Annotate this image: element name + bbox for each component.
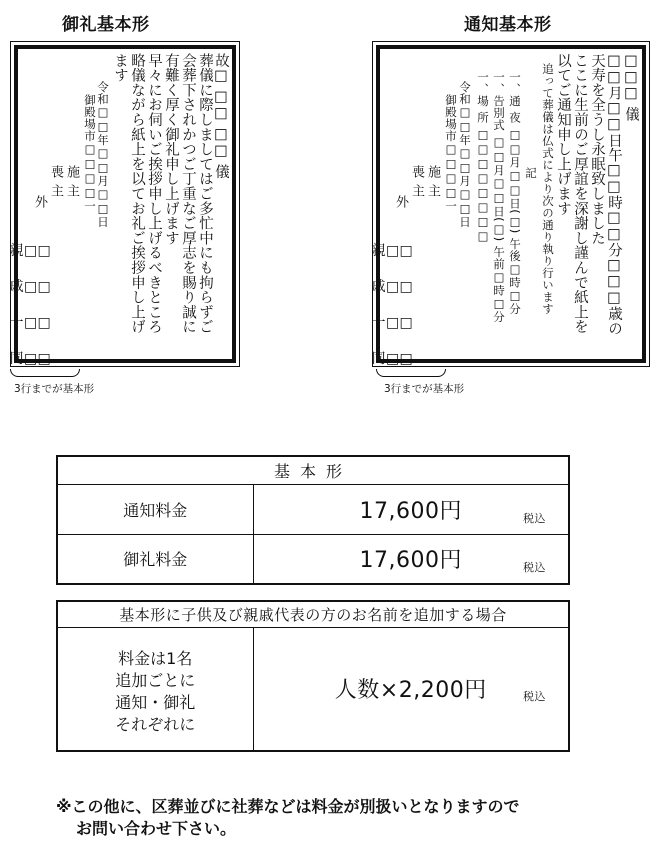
footnote-line-1: ※この他に、区葬並びに社葬などは料金が別扱いとなりますので (56, 797, 520, 816)
orei-address: 御殿場市□□□□一 (83, 94, 97, 212)
orei-title: 御礼基本形 (62, 15, 150, 35)
tsuchi-card (371, 45, 646, 367)
tsuchi-role-2: 喪 主 (409, 165, 424, 199)
orei-line-7: ます (112, 53, 128, 83)
orei-caption-brace (10, 369, 80, 377)
tsuchi-relative-4: 同□□ (371, 351, 413, 367)
extra-table-header: 基本形に子供及び親戚代表の方のお名前を追加する場合 (57, 601, 569, 627)
extra-fee-label-line-4: それぞれに (115, 714, 196, 734)
orei-role-1: 施 主 (64, 165, 79, 199)
tsuchi-item-1: 一、通 夜 □□月□□日(□) 午後□時□分 (508, 71, 522, 315)
extra-fee-label (57, 627, 253, 751)
orei-line-2: 葬儀に際しましてはご多忙中にも拘らずご (197, 53, 213, 335)
tsuchi-line-2: □□月□□日午□□時□□分□□□歳の (606, 53, 622, 336)
tsuchi-line-6: 追って葬儀は仏式により次の通り執り行います (541, 63, 555, 315)
extra-fee-label-line-1: 料金は1名 (118, 648, 193, 668)
tsuchi-ki: 記 (524, 167, 538, 179)
orei-line-4: 有難く厚く御礼申し上げます (163, 53, 179, 246)
orei-line-6: 略儀ながら紙上を以てお礼ご挨拶申し上げ (129, 53, 145, 335)
tsuchi-relatives (372, 233, 413, 377)
thanks-fee-label: 御礼料金 (57, 534, 253, 584)
tsuchi-caption: 3行までが基本形 (384, 383, 465, 395)
extra-fee-label-line-2: 追加ごとに (115, 670, 196, 690)
tsuchi-relative-3: 一□□ (371, 315, 413, 331)
notice-fee-amount: 17,600円 (359, 498, 462, 524)
extra-fee-amount: 人数×2,200円 (334, 678, 487, 704)
tsuchi-relative-2: 戚□□ (371, 279, 413, 295)
tsuchi-role-3: 外 (393, 195, 408, 209)
orei-role-3: 外 (32, 195, 47, 209)
orei-relatives (10, 233, 51, 377)
basic-price-table (56, 455, 570, 585)
tsuchi-caption-brace (376, 369, 446, 377)
notice-fee-label: 通知料金 (57, 484, 253, 534)
tsuchi-title: 通知基本形 (464, 15, 552, 35)
tsuchi-address: 御殿場市□□□□一 (444, 94, 458, 212)
orei-line-3: 会葬下されかつご丁重なご厚志を賜り誠に (180, 53, 196, 335)
extra-fee-cell (253, 627, 569, 751)
orei-relative-2: 戚□□ (9, 279, 51, 295)
orei-relative-1: 親□□ (9, 243, 51, 259)
orei-line-5: 早々にお伺いご挨拶申し上げるべきところ (146, 53, 162, 335)
orei-card (9, 45, 236, 367)
orei-date: 令和□□年□□月□□日 (96, 81, 110, 228)
tsuchi-line-4: ここに生前のご厚誼を深謝し謹んで紙上を (572, 53, 588, 335)
orei-relative-3: 一□□ (9, 315, 51, 331)
tsuchi-item-3: 一、場 所 □□□□□□□□ (476, 71, 490, 244)
thanks-fee-cell (253, 534, 569, 584)
extra-price-table (56, 600, 570, 752)
footnote-line-2: お問い合わせ下さい。 (76, 819, 237, 838)
tsuchi-relative-1: 親□□ (371, 243, 413, 259)
thanks-fee-tax: 税込 (523, 561, 547, 574)
tsuchi-item-2: 一、告別式 □□月□□日(□) 午前□時□分 (492, 71, 506, 323)
notice-fee-tax: 税込 (523, 511, 547, 525)
thanks-fee-amount: 17,600円 (359, 548, 462, 574)
tsuchi-line-1: □□□ 儀 (623, 53, 639, 122)
tsuchi-date: 令和□□年□□月□□日 (458, 81, 472, 228)
tsuchi-line-3: 天寿を全うし永眠致しました (589, 53, 605, 246)
footnote (56, 796, 520, 840)
tsuchi-role-1: 施 主 (425, 165, 440, 199)
orei-relative-4: 同□□ (9, 351, 51, 367)
basic-table-header: 基本形 (57, 456, 569, 484)
orei-line-1: 故□ □□ □□ 儀 (213, 53, 229, 179)
notice-fee-cell (253, 484, 569, 534)
tsuchi-line-5: 以てご通知申し上げます (555, 53, 571, 216)
orei-role-2: 喪 主 (48, 165, 63, 199)
extra-fee-label-line-3: 通知・御礼 (115, 692, 196, 712)
extra-fee-tax: 税込 (523, 690, 547, 703)
orei-caption: 3行までが基本形 (14, 383, 95, 395)
